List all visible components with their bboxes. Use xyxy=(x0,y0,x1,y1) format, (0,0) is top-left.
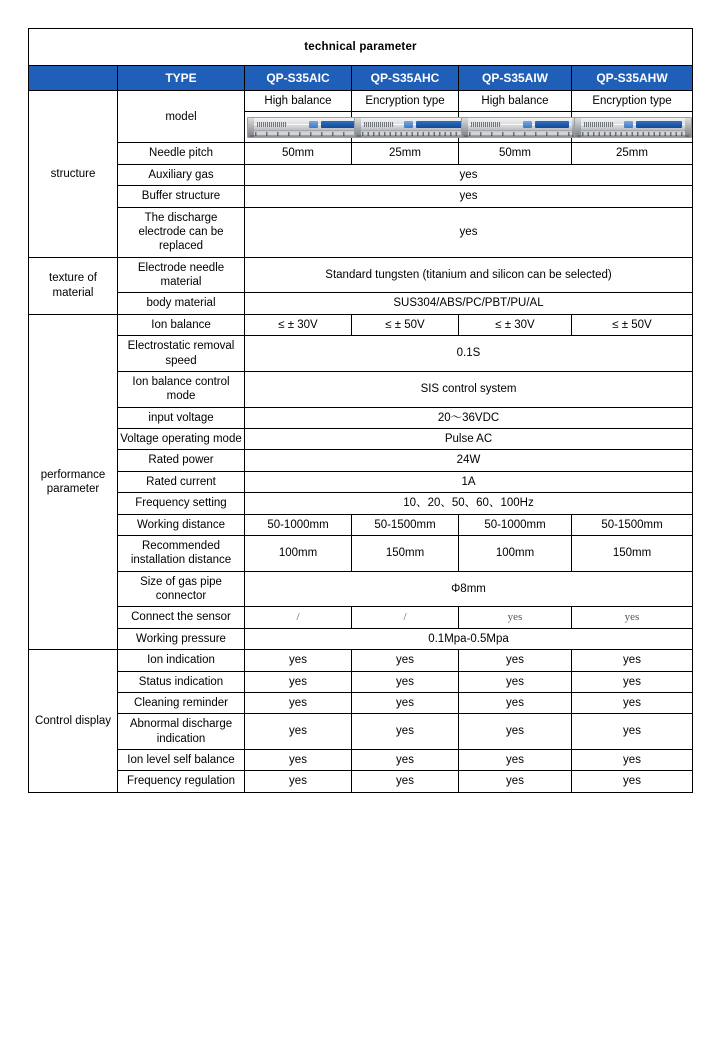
device-label-plate xyxy=(584,122,614,127)
param-value-3-1-4: ≤ ± 50V xyxy=(572,314,693,335)
header-corner-blank xyxy=(29,66,118,91)
param-name-3-10: Recommended installation distance xyxy=(118,535,245,571)
device-indicator-lamp xyxy=(523,121,532,128)
param-name-1-5: Buffer structure xyxy=(118,186,245,207)
param-name-3-2: Electrostatic removal speed xyxy=(118,336,245,372)
param-value-4-1-1: yes xyxy=(245,650,352,671)
table-row xyxy=(29,207,693,257)
param-value-merged: Standard tungsten (titanium and silicon can be selected) xyxy=(245,257,693,293)
param-value-3-1-3: ≤ ± 30V xyxy=(459,314,572,335)
table-row xyxy=(29,429,693,450)
param-value-3-12-1: / xyxy=(245,607,352,628)
title-row xyxy=(29,29,693,66)
param-name-3-1: Ion balance xyxy=(118,314,245,335)
header-type-label: TYPE xyxy=(118,66,245,91)
param-name-3-4: input voltage xyxy=(118,407,245,428)
param-value-4-6-2: yes xyxy=(352,771,459,792)
param-value-3-10-1: 100mm xyxy=(245,535,352,571)
param-name-2-1: Electrode needle material xyxy=(118,257,245,293)
technical-parameter-table-container xyxy=(28,28,692,793)
param-value-4-5-1: yes xyxy=(245,750,352,771)
param-name-1-3: Needle pitch xyxy=(118,143,245,164)
table-header-row xyxy=(29,66,693,91)
header-model-2: QP-S35AHC xyxy=(352,66,459,91)
table-row xyxy=(29,371,693,407)
model-thumbnail-4 xyxy=(572,112,693,143)
param-name-1-4: Auxiliary gas xyxy=(118,164,245,185)
param-name-1-1: model xyxy=(118,91,245,143)
model-thumbnail-3 xyxy=(459,112,572,143)
param-name-4-3: Cleaning reminder xyxy=(118,692,245,713)
param-value-1-1-3: High balance xyxy=(459,91,572,112)
table-row xyxy=(29,514,693,535)
table-row xyxy=(29,336,693,372)
param-value-4-5-3: yes xyxy=(459,750,572,771)
table-row xyxy=(29,186,693,207)
param-value-merged: 10、20、50、60、100Hz xyxy=(245,493,693,514)
param-value-4-4-3: yes xyxy=(459,714,572,750)
param-value-3-9-4: 50-1500mm xyxy=(572,514,693,535)
param-value-1-1-2: Encryption type xyxy=(352,91,459,112)
device-indicator-lamp xyxy=(309,121,318,128)
param-value-merged: 20～36VDC xyxy=(245,407,693,428)
param-value-merged: 1A xyxy=(245,471,693,492)
param-value-4-6-3: yes xyxy=(459,771,572,792)
header-model-1: QP-S35AIC xyxy=(245,66,352,91)
table-row xyxy=(29,607,693,628)
table-row xyxy=(29,143,693,164)
table-row xyxy=(29,714,693,750)
param-value-4-3-1: yes xyxy=(245,692,352,713)
device-indicator-lamp xyxy=(404,121,413,128)
device-control-panel xyxy=(636,121,682,128)
section-label-2: texture of material xyxy=(29,257,118,314)
param-value-3-9-2: 50-1500mm xyxy=(352,514,459,535)
param-value-4-4-2: yes xyxy=(352,714,459,750)
table-row xyxy=(29,407,693,428)
param-name-3-9: Working distance xyxy=(118,514,245,535)
param-value-1-3-2: 25mm xyxy=(352,143,459,164)
table-row xyxy=(29,314,693,335)
param-name-3-13: Working pressure xyxy=(118,628,245,649)
param-value-3-9-1: 50-1000mm xyxy=(245,514,352,535)
param-value-3-10-3: 100mm xyxy=(459,535,572,571)
param-value-4-3-2: yes xyxy=(352,692,459,713)
param-name-3-6: Rated power xyxy=(118,450,245,471)
param-value-merged: Φ8mm xyxy=(245,571,693,607)
table-row xyxy=(29,771,693,792)
param-name-4-5: Ion level self balance xyxy=(118,750,245,771)
table-row xyxy=(29,650,693,671)
param-value-3-1-1: ≤ ± 30V xyxy=(245,314,352,335)
device-seam-line xyxy=(581,130,685,131)
param-value-1-3-4: 25mm xyxy=(572,143,693,164)
ionizer-bar-50mm xyxy=(247,117,365,138)
table-row xyxy=(29,257,693,293)
table-row xyxy=(29,471,693,492)
section-label-4: Control display xyxy=(29,650,118,793)
param-value-4-1-2: yes xyxy=(352,650,459,671)
param-value-4-4-4: yes xyxy=(572,714,693,750)
param-value-4-2-4: yes xyxy=(572,671,693,692)
param-name-4-4: Abnormal discharge indication xyxy=(118,714,245,750)
table-row xyxy=(29,164,693,185)
param-value-merged: 0.1S xyxy=(245,336,693,372)
param-name-2-2: body material xyxy=(118,293,245,314)
param-value-merged: yes xyxy=(245,207,693,257)
param-value-3-10-2: 150mm xyxy=(352,535,459,571)
param-value-merged: SUS304/ABS/PC/PBT/PU/AL xyxy=(245,293,693,314)
param-value-4-1-4: yes xyxy=(572,650,693,671)
device-shadow xyxy=(464,135,576,137)
table-row xyxy=(29,750,693,771)
param-value-4-2-1: yes xyxy=(245,671,352,692)
param-name-3-3: Ion balance control mode xyxy=(118,371,245,407)
device-control-panel xyxy=(535,121,569,128)
param-value-4-6-1: yes xyxy=(245,771,352,792)
param-value-4-1-3: yes xyxy=(459,650,572,671)
param-value-1-3-1: 50mm xyxy=(245,143,352,164)
model-thumbnail-1 xyxy=(245,112,352,143)
table-row xyxy=(29,571,693,607)
param-name-3-7: Rated current xyxy=(118,471,245,492)
param-value-3-10-4: 150mm xyxy=(572,535,693,571)
param-value-4-3-4: yes xyxy=(572,692,693,713)
param-value-4-2-3: yes xyxy=(459,671,572,692)
param-value-4-6-4: yes xyxy=(572,771,693,792)
param-value-merged: 24W xyxy=(245,450,693,471)
param-value-merged: yes xyxy=(245,164,693,185)
device-shadow xyxy=(250,135,362,137)
table-row xyxy=(29,450,693,471)
param-value-1-3-3: 50mm xyxy=(459,143,572,164)
param-value-3-12-3: yes xyxy=(459,607,572,628)
ionizer-bar-25mm xyxy=(354,117,472,138)
param-value-3-9-3: 50-1000mm xyxy=(459,514,572,535)
table-row xyxy=(29,493,693,514)
table-row xyxy=(29,671,693,692)
param-name-4-1: Ion indication xyxy=(118,650,245,671)
param-name-4-6: Frequency regulation xyxy=(118,771,245,792)
param-name-3-5: Voltage operating mode xyxy=(118,429,245,450)
param-name-3-11: Size of gas pipe connector xyxy=(118,571,245,607)
device-indicator-lamp xyxy=(624,121,633,128)
param-name-3-12: Connect the sensor xyxy=(118,607,245,628)
device-seam-line xyxy=(254,130,358,131)
param-value-4-2-2: yes xyxy=(352,671,459,692)
device-label-plate xyxy=(257,122,287,127)
param-name-4-2: Status indication xyxy=(118,671,245,692)
param-value-3-12-2: / xyxy=(352,607,459,628)
param-value-1-1-1: High balance xyxy=(245,91,352,112)
param-name-1-6: The discharge electrode can be replaced xyxy=(118,207,245,257)
device-seam-line xyxy=(361,130,465,131)
param-value-4-5-4: yes xyxy=(572,750,693,771)
section-label-1: structure xyxy=(29,91,118,258)
param-value-merged: SIS control system xyxy=(245,371,693,407)
device-control-panel xyxy=(416,121,462,128)
param-value-3-1-2: ≤ ± 50V xyxy=(352,314,459,335)
param-value-4-3-3: yes xyxy=(459,692,572,713)
param-value-4-4-1: yes xyxy=(245,714,352,750)
header-model-4: QP-S35AHW xyxy=(572,66,693,91)
param-name-3-8: Frequency setting xyxy=(118,493,245,514)
ionizer-bar-25mm xyxy=(574,117,692,138)
table-row xyxy=(29,692,693,713)
section-label-3: performance parameter xyxy=(29,314,118,649)
table-row xyxy=(29,293,693,314)
param-value-3-12-4: yes xyxy=(572,607,693,628)
param-value-merged: 0.1Mpa-0.5Mpa xyxy=(245,628,693,649)
device-shadow xyxy=(357,135,469,137)
header-model-3: QP-S35AIW xyxy=(459,66,572,91)
ionizer-bar-50mm xyxy=(461,117,579,138)
param-value-1-1-4: Encryption type xyxy=(572,91,693,112)
param-value-4-5-2: yes xyxy=(352,750,459,771)
table-row xyxy=(29,91,693,112)
device-label-plate xyxy=(364,122,394,127)
model-thumbnail-2 xyxy=(352,112,459,143)
param-value-merged: yes xyxy=(245,186,693,207)
device-control-panel xyxy=(321,121,355,128)
param-value-merged: Pulse AC xyxy=(245,429,693,450)
device-shadow xyxy=(577,135,689,137)
table-row xyxy=(29,535,693,571)
device-label-plate xyxy=(471,122,501,127)
table-row xyxy=(29,628,693,649)
page-title: technical parameter xyxy=(29,29,693,66)
device-seam-line xyxy=(468,130,572,131)
technical-parameter-table xyxy=(28,28,693,793)
